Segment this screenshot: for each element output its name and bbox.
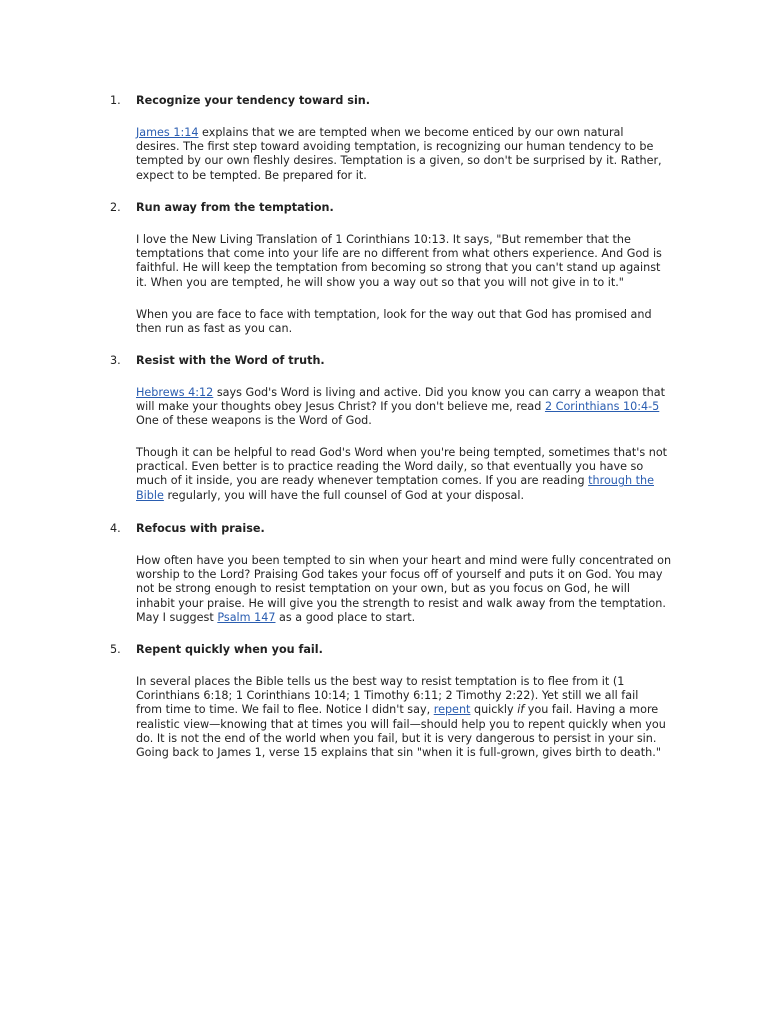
text-line: inhabit your praise. He will give you the strength to resist and walk away from the temptation. [136,596,666,610]
text-line: it. When you are tempted, he will show you a way out so that you will not give in to it." [136,275,624,289]
item-number: 3. [110,354,121,367]
repent-link[interactable]: repent [433,703,471,717]
text-line: faithful. He will keep the temptation from becoming so strong that you can't stand up against [136,261,661,275]
scripture-link[interactable]: Hebrews 4:12 [136,386,214,399]
text-run: will make your thoughts obey Jesus Christ? If you don't believe me, read [136,400,545,414]
paragraph [136,386,676,429]
item-heading: Run away from the temptation. [136,201,334,214]
text-line [136,489,676,503]
paragraph [136,554,676,625]
text-line: Going back to James 1, verse 15 explains that sin "when it is full-grown, gives birth to death." [136,746,661,760]
text-run: from time to time. We fail to flee. Notice I didn't say, [136,703,434,717]
item-heading: Refocus with praise. [136,522,265,535]
text-run: you fail. Having a more [524,703,659,717]
text-line: not be strong enough to resist temptation on your own, but as you focus on God, he will [136,582,630,596]
text-run: as a good place to start. [275,610,416,624]
paragraph [136,233,676,290]
text-line: How often have you been tempted to sin when your heart and mind were fully concentrated on [136,554,672,567]
item-number: 1. [110,94,121,107]
text-line [136,611,676,625]
text-line: One of these weapons is the Word of God. [136,414,372,428]
scripture-link[interactable]: 2 Corinthians 10:4-5 [544,400,660,414]
text-line: In several places the Bible tells us the best way to resist temptation is to flee from it (1 [136,675,625,688]
text-line: When you are face to face with temptation, look for the way out that God has promised and [136,308,652,321]
text-run: says God's Word is living and active. Did you know you can carry a weapon that [213,386,666,399]
text-run: explains that we are tempted when we become enticed by our own natural [198,126,624,139]
item-number: 2. [110,201,121,214]
text-line: desires. The first step toward avoiding temptation, is recognizing our human tendency to be [136,140,654,154]
scripture-link[interactable]: Psalm 147 [217,610,276,624]
paragraph [136,446,676,503]
text-line [136,400,676,414]
item-heading: Recognize your tendency toward sin. [136,94,371,107]
item-number: 5. [110,643,121,656]
text-line: practical. Even better is to practice reading the Word daily, so that eventually you have so [136,460,644,474]
through-the-bible-link[interactable]: through the [588,474,654,488]
paragraph [136,308,676,336]
through-the-bible-link[interactable]: Bible [136,488,164,502]
text-line: expect to be tempted. Be prepared for it. [136,168,367,182]
paragraph [136,675,676,760]
paragraph [136,126,676,183]
text-line [136,474,676,488]
text-line: tempted by our own fleshly desires. Temptation is a given, so don't be surprised by it. Rather, [136,154,662,168]
item-number: 4. [110,522,121,535]
text-line: Corinthians 6:18; 1 Corinthians 10:14; 1 Timothy 6:11; 2 Timothy 2:22). Yet still we all fail [136,689,639,703]
text-run: May I suggest [136,610,218,624]
item-heading: Resist with the Word of truth. [136,354,325,367]
text-line: do. It is not the end of the world when you fail, but it is very dangerous to persist in your sin. [136,731,657,745]
text-line [136,386,676,400]
emphasis-text: if [517,703,525,717]
text-line: temptations that come into your life are no different from what others experience. And God is [136,247,662,261]
scripture-link[interactable]: James 1:14 [136,126,199,139]
text-line [136,703,676,717]
text-line: realistic view—knowing that at times you will fail—should help you to repent quickly when you [136,717,666,731]
text-line: then run as fast as you can. [136,322,293,336]
text-run: much of it inside, you are ready whenever temptation comes. If you are reading [136,474,589,488]
item-heading: Repent quickly when you fail. [136,643,323,656]
text-line [136,126,676,140]
text-line: worship to the Lord? Praising God takes your focus off of yourself and puts it on God. You may [136,568,663,582]
text-line: I love the New Living Translation of 1 Corinthians 10:13. It says, "But remember that the [136,233,631,246]
text-run: regularly, you will have the full counsel of God at your disposal. [163,488,525,502]
text-run: quickly [470,703,518,717]
text-line: Though it can be helpful to read God's Word when you're being tempted, sometimes that's not [136,446,668,459]
